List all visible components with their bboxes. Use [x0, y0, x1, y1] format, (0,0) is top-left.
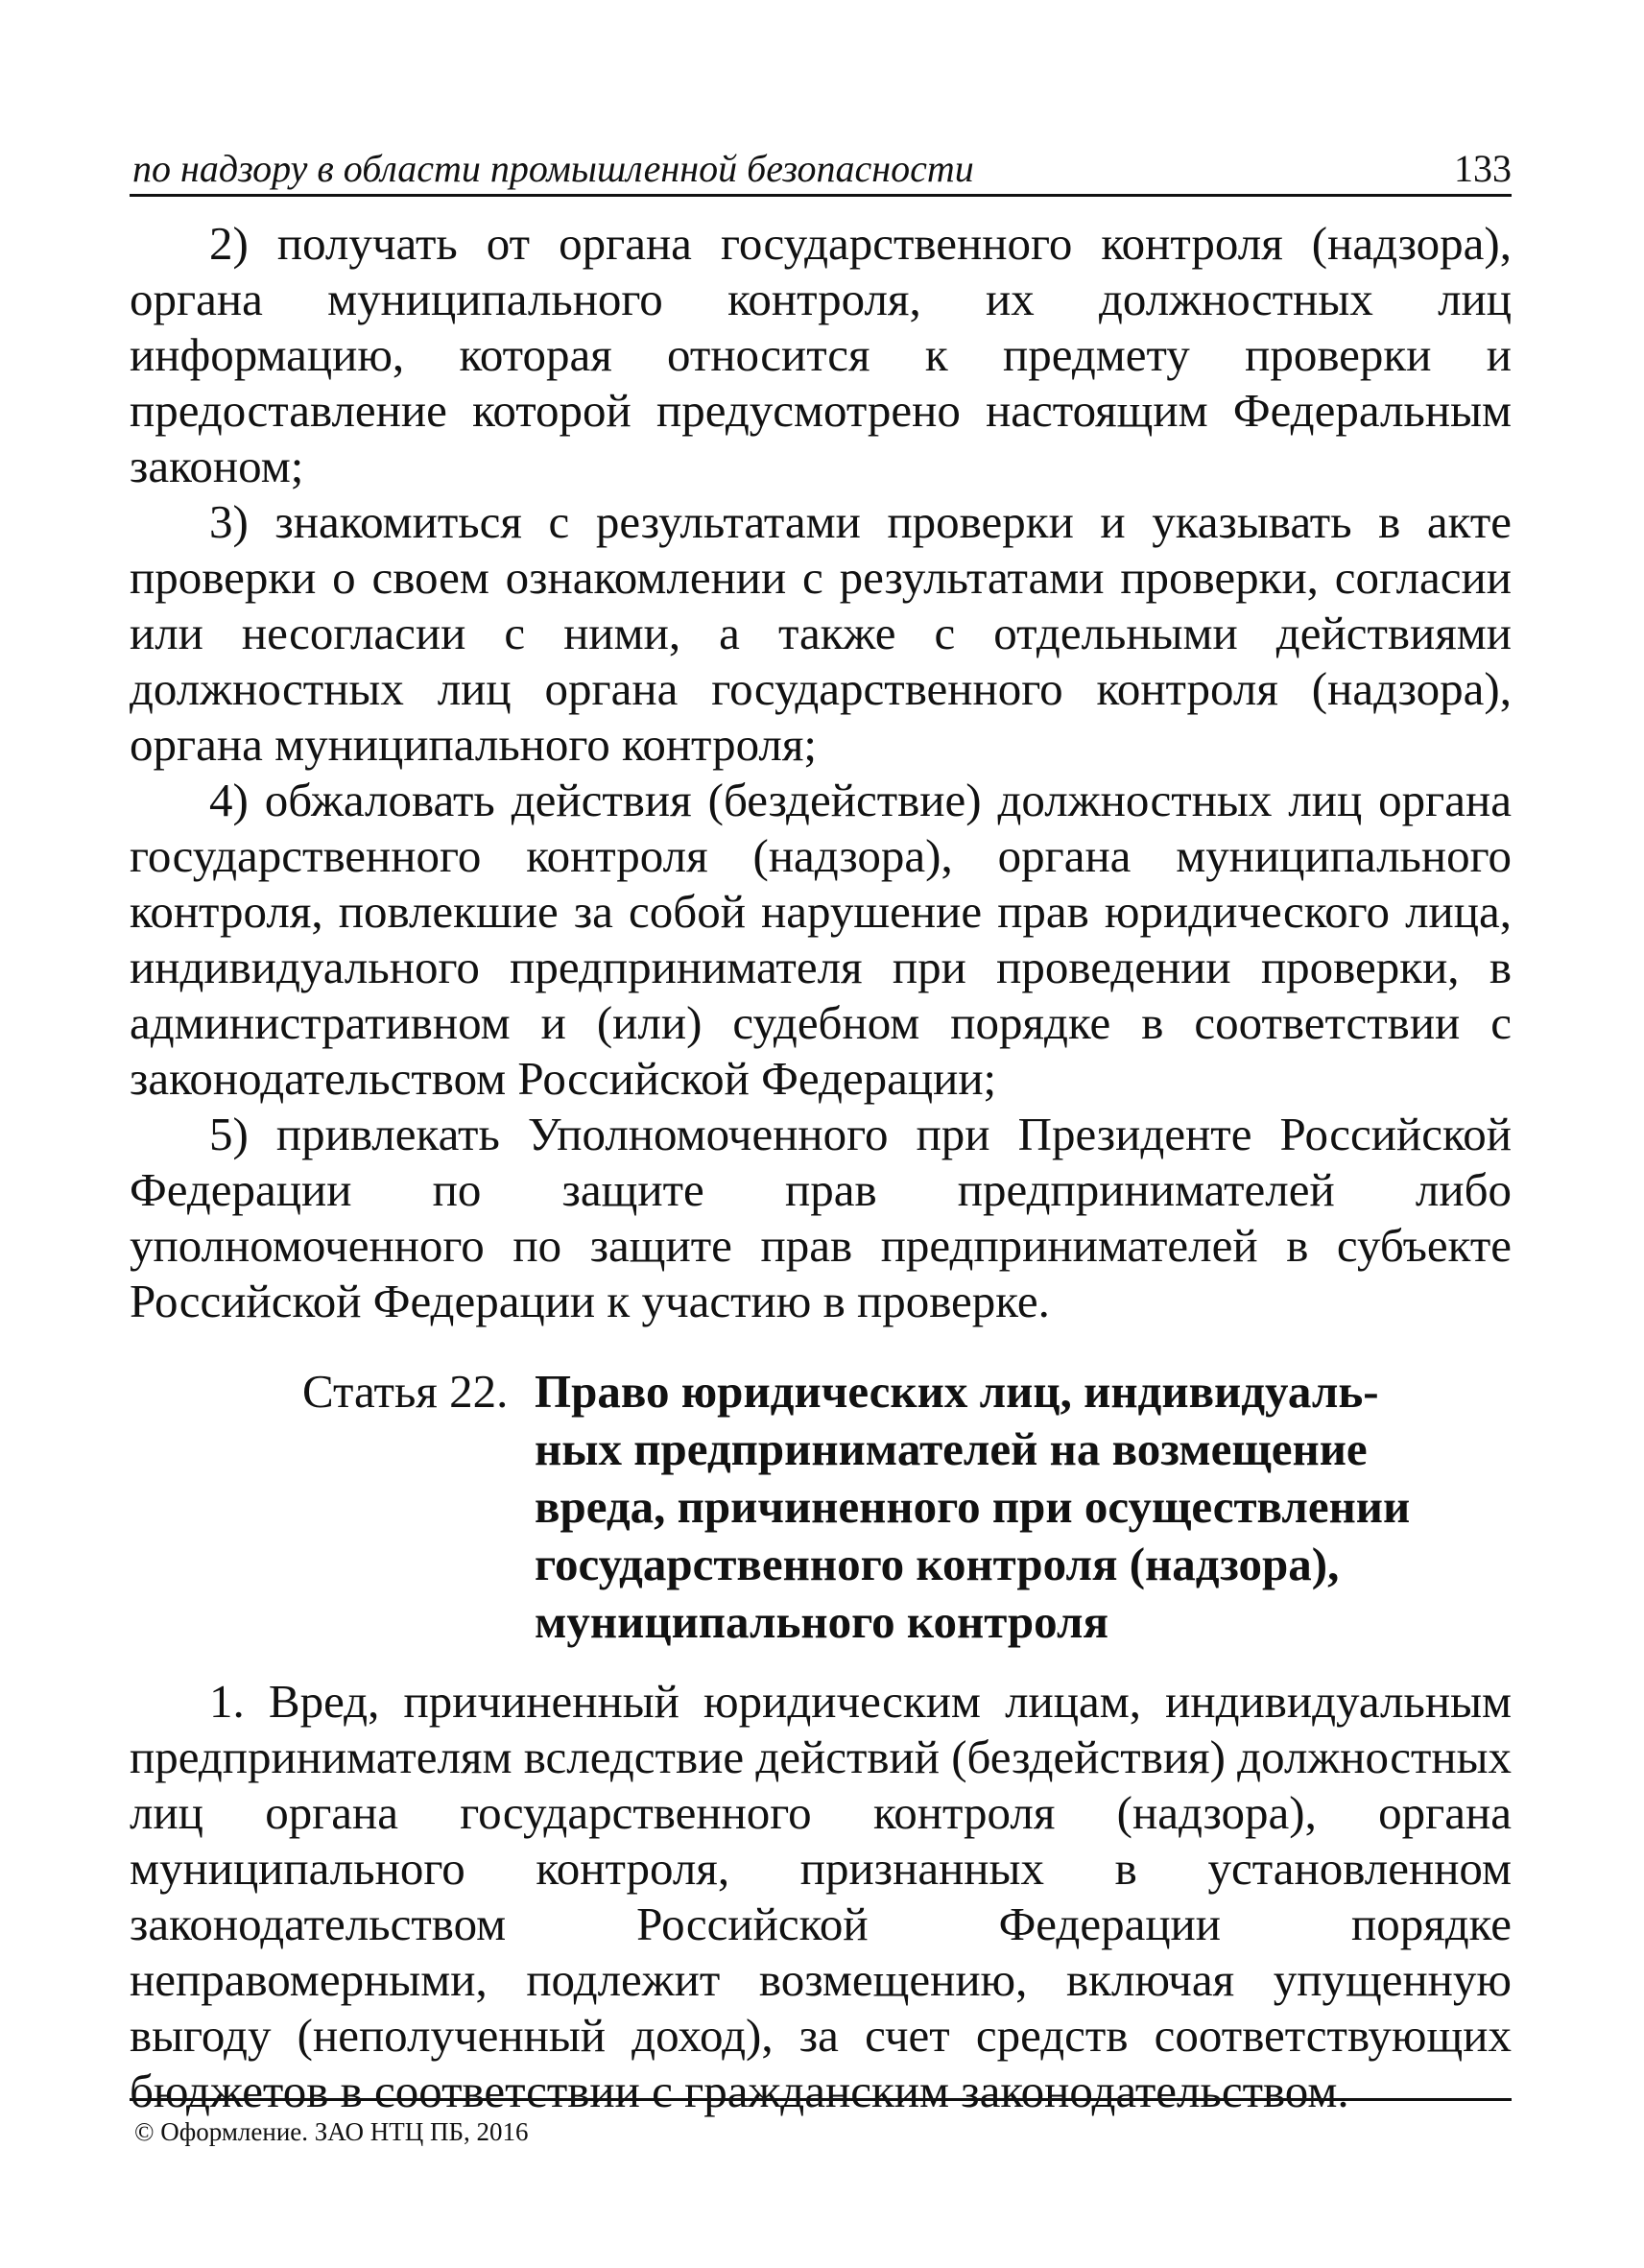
- paragraph-right-5: 5) привлекать Уполномоченного при Президенте Российской Федерации по защите прав предпринимателей либо уполномоченного по защите прав предпринимателей в субъекте Российской Федерации к участию в проверке.: [130, 1108, 1512, 1327]
- page-footer: [130, 2098, 1512, 2148]
- paragraph-right-3: 3) знакомиться с результатами проверки и указывать в акте проверки о своем ознакомлении с результатами проверки, согласии или несогласии с ними, а также с отдельными действиями должностных лиц органа государственного контроля (надзора), органа муниципального контроля;: [130, 495, 1512, 771]
- body-text: [130, 216, 1512, 2119]
- paragraph-right-4: 4) обжаловать действия (бездействие) должностных лиц органа государственного контроля (надзора), органа муниципального контроля, повлекшие за собой нарушение прав юридического лица, индивидуального предпринимателя при проведении проверки, в административном и (или) судебном порядке в соответствии с законодательством Российской Федерации;: [130, 774, 1512, 1105]
- article-title-line: вреда, причиненного при осуществлении: [535, 1480, 1411, 1533]
- article-number: Статья 22.: [302, 1365, 509, 1418]
- copyright-notice: © Оформление. ЗАО НТЦ ПБ, 2016: [134, 2117, 529, 2146]
- article-title-line: ных предпринимателей на возмещение: [535, 1422, 1368, 1475]
- paragraph-right-2: 2) получать от органа государственного контроля (надзора), органа муниципального контроля, их должностных лиц информацию, которая относится к предмету проверки и предоставление которой предусмотрено настоящим Федеральным законом;: [130, 217, 1512, 492]
- running-title: по надзору в области промышленной безопасности: [132, 147, 974, 190]
- running-header: [130, 142, 1512, 197]
- article-title: [535, 1363, 1492, 1651]
- page-number: 133: [1454, 147, 1512, 190]
- article-title-line: государственного контроля (надзора),: [535, 1538, 1340, 1590]
- paragraph-damage-compensation: 1. Вред, причиненный юридическим лицам, индивидуальным предпринимателям вследствие действий (бездействия) должностных лиц органа государственного контроля (надзора), органа муниципального контроля, признанных в установленном законодательством Российской Федерации порядке неправомерными, подлежит возмещению, включая упущенную выгоду (неполученный доход), за счет средств соответствующих бюджетов в соответствии с гражданским законодательством.: [130, 1675, 1512, 2117]
- article-title-line: Право юридических лиц, индивидуаль-: [535, 1365, 1379, 1418]
- article-title-line: муниципального контроля: [535, 1595, 1108, 1648]
- article-heading: [130, 1363, 1512, 1651]
